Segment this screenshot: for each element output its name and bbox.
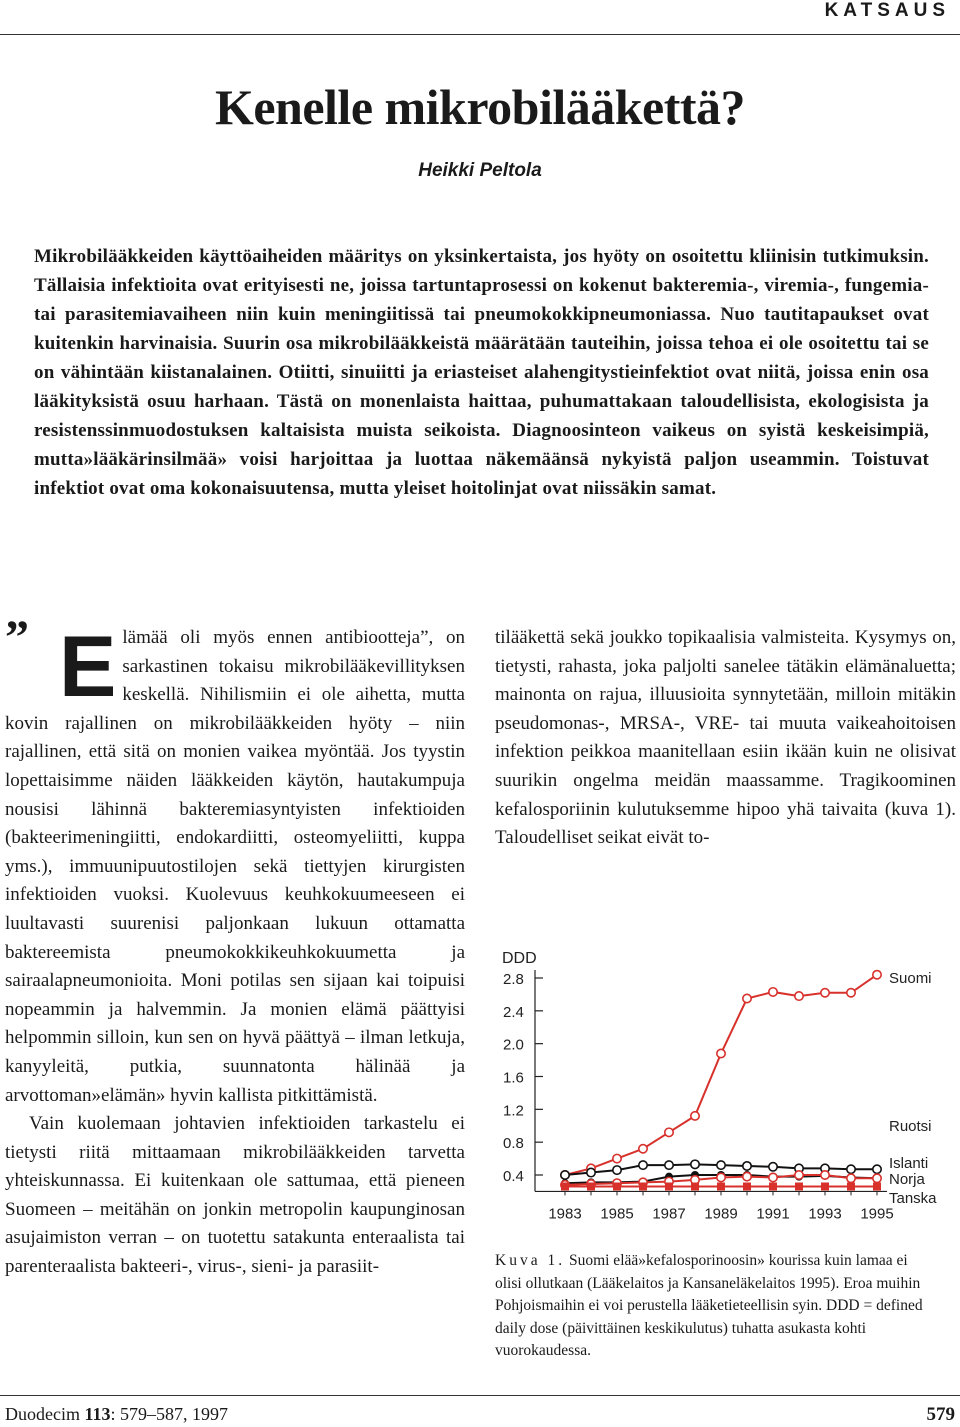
data-point bbox=[769, 1173, 777, 1181]
data-point bbox=[847, 1174, 855, 1182]
data-point bbox=[847, 989, 855, 997]
body-paragraph bbox=[5, 619, 465, 1110]
series-label-tanska: Tanska bbox=[889, 1190, 937, 1207]
data-point bbox=[743, 1172, 751, 1180]
article-abstract: Mikrobilääkkeiden käyttöaiheiden määritys on yksinkertaista, jos hyöty on osoitettu kliinisin tutkimuksin. Tällaisia infektioita ovat erityisesti ne, joissa tartuntaprosessi on kokenut bakteremia-, viremia-, fungemia- tai parasitemiavaiheen niin kuin meningiitissä tai pneumokokkipneumoniassa. Nuo tautitapaukset ovat kuitenkin harvinaisia. Suurin osa mikrobilääkkeistä määrätään tauteihin, joissa tehoa ei ole osoitettu tai se on vähintään kiistanalainen. Otiitti, sinuiitti ja eriasteiset alahengitystieinfektiot ovat niitä, joissa enin osa lääkityksistä osuu harhaan. Tästä on monenlaista haittaa, puhumattakaan taloudellisista, ekologisista ja resistenssinmuodostuksen kaltaisista muista seikoista. Diagnoosinteon vaikeus on syistä keskeisimpiä, mutta»lääkärinsilmää» voisi harjoittaa ja luottaa näkemäänsä nykyistä paljon useammin. Toistuvat infektiot ovat oma kokonaisuutensa, mutta yleiset hoitolinjat ovat niissäkin samat. bbox=[34, 246, 929, 499]
data-point bbox=[769, 1163, 777, 1171]
y-tick-label: 0.4 bbox=[503, 1168, 524, 1185]
series-label-ruotsi: Ruotsi bbox=[889, 1118, 932, 1135]
data-point bbox=[561, 1171, 569, 1179]
data-point bbox=[821, 1171, 829, 1179]
data-point bbox=[717, 1049, 725, 1057]
data-point bbox=[639, 1182, 647, 1190]
header-rule bbox=[0, 34, 960, 35]
data-point bbox=[821, 1182, 829, 1190]
y-tick-label: 2.0 bbox=[503, 1036, 524, 1054]
data-point bbox=[795, 1171, 803, 1179]
journal-volume: 113 bbox=[84, 1404, 111, 1424]
x-tick-label: 1987 bbox=[652, 1205, 686, 1223]
data-point bbox=[847, 1182, 855, 1190]
data-point bbox=[847, 1165, 855, 1173]
body-column-left bbox=[5, 619, 465, 1282]
series-label-islanti: Islanti bbox=[889, 1155, 929, 1172]
x-tick-label: 1989 bbox=[704, 1205, 738, 1223]
data-point bbox=[639, 1145, 647, 1153]
article-author: Heikki Peltola bbox=[418, 160, 542, 181]
body-column-right bbox=[495, 624, 956, 853]
data-point bbox=[665, 1161, 673, 1169]
data-point bbox=[613, 1154, 621, 1162]
x-tick-label: 1983 bbox=[548, 1205, 582, 1223]
x-tick-label: 1995 bbox=[860, 1205, 894, 1223]
data-point bbox=[873, 1174, 881, 1182]
data-point bbox=[873, 971, 881, 979]
data-point bbox=[561, 1182, 569, 1190]
line-chart bbox=[495, 935, 955, 1235]
data-point bbox=[873, 1182, 881, 1190]
data-point bbox=[691, 1182, 699, 1190]
caption-label: Kuva 1. bbox=[495, 1252, 566, 1269]
body-paragraph: Vain kuolemaan johtavien infektioiden tarkastelu ei tietysti riitä mittaamaan mikrobilääkkeiden tarvetta yhteiskunnassa. Ei kuitenkaan ole sattumaa, että pieneen Suomeen – meitähän on jonkin metropolin kaupunginosan asujaimiston verran – on tuotettu satakunta enteraalista tai parenteraalista bakteeri-, virus-, sieni- ja parasiit- bbox=[5, 1113, 465, 1278]
data-point bbox=[821, 989, 829, 997]
data-point bbox=[795, 992, 803, 1000]
data-point bbox=[769, 1182, 777, 1190]
drop-cap: E bbox=[59, 619, 117, 715]
data-point bbox=[769, 988, 777, 996]
y-tick-label: 0.8 bbox=[503, 1135, 524, 1153]
caption-text: Suomi elää»kefalosporinoosin» kourissa kuin lamaa ei olisi ollutkaan (Lääkelaitos ja Kansaneläkelaitos 1995). Eroa muihin Pohjoismaihin ei voi perustella lääketieteellisin syin. DDD = defined daily dose (päivittäinen keskikulutus) tuhatta asukasta kohti vuorokaudessa. bbox=[495, 1252, 923, 1360]
figure-chart bbox=[495, 935, 955, 1235]
x-tick-label: 1991 bbox=[756, 1205, 790, 1223]
journal-pages: : 579–587, 1997 bbox=[110, 1404, 229, 1424]
data-point bbox=[691, 1160, 699, 1168]
page-number: 579 bbox=[926, 1404, 955, 1425]
y-tick-label: 2.8 bbox=[503, 971, 524, 988]
series-label-norja: Norja bbox=[889, 1171, 925, 1188]
data-point bbox=[665, 1182, 673, 1190]
data-point bbox=[639, 1161, 647, 1169]
body-paragraph: tilääkettä sekä joukko topikaalisia valmisteita. Kysymys on, tietysti, rahasta, joka paljolti sanelee tätäkin elämänaluetta; mainonta on rajua, illuusioita synnytetään, milloin mitäkin pseudomonas-, MRSA-, VRE- tai muuta vaikeahoitoisen infektion peikkoa maanitellaan esiin ikään kuin ne olisivat suurikin ongelma meidän maassamme. Tragikoominen kefalosporiinin kulutuksemme hipoo yhä taivaita (kuva 1). Taloudelliset seikat eivät to- bbox=[495, 627, 956, 849]
data-point bbox=[665, 1128, 673, 1136]
data-point bbox=[717, 1161, 725, 1169]
pull-quote-mark: ” bbox=[5, 611, 29, 664]
footer-citation bbox=[5, 1404, 228, 1425]
journal-name: Duodecim bbox=[5, 1404, 80, 1424]
data-point bbox=[743, 994, 751, 1002]
data-point bbox=[873, 1165, 881, 1173]
y-tick-label: 2.4 bbox=[503, 1003, 524, 1021]
y-tick-label: 1.2 bbox=[503, 1102, 524, 1120]
y-axis-label: DDD bbox=[502, 950, 537, 967]
data-point bbox=[795, 1182, 803, 1190]
series-label-suomi: Suomi bbox=[889, 970, 932, 987]
footer-rule bbox=[0, 1395, 960, 1396]
data-point bbox=[743, 1182, 751, 1190]
article-title: Kenelle mikrobilääkettä? bbox=[214, 79, 746, 135]
section-label: KATSAUS bbox=[824, 0, 950, 21]
series-line-suomi bbox=[565, 975, 877, 1175]
data-point bbox=[613, 1166, 621, 1174]
body-text: lämää oli myös ennen antibiootteja”, on sarkastinen tokaisu mikrobilääkevillityksen keskellä. Nihilismiin ei ole aihetta, mutta kovin rajallinen on mikrobilääkkeiden hyöty – niin rajallinen, että sitä on monien vaikea myöntää. Jos tyystin lopettaisimme näiden lääkkeiden käytön, hautakumpuja nousisi lähinnä bakteremiasyntyisten infektioiden (bakteerimeningiitti, endokardiitti, osteomyeliitti, kuppa yms.), immuunipuutostilojen sekä tiettyjen kirurgisten infektioiden vuoksi. Kuolevuus keuhkokuumeeseen ei luultavasti suurenisi paljonkaan lukuun ottamatta baktereemista pneumokokkikeuhkokuumetta ja sairaalapneumonioita. Moni potilas sen sijaan kai toipuisi nopeammin ja halvemmin. Ja monien elämä päättyisi helpommin silloin, kun sen on hyvä päättyä – ilman letkuja, kanyyleitä, putkia, suunnatonta hälinää ja arvottoman»elämän» hyvin kallista pitkittämistä. bbox=[5, 627, 465, 1106]
data-point bbox=[587, 1168, 595, 1176]
figure-caption bbox=[495, 1250, 930, 1363]
y-tick-label: 1.6 bbox=[503, 1069, 524, 1087]
x-tick-label: 1993 bbox=[808, 1205, 842, 1223]
x-tick-label: 1985 bbox=[600, 1205, 634, 1223]
data-point bbox=[717, 1173, 725, 1181]
data-point bbox=[717, 1182, 725, 1190]
data-point bbox=[743, 1162, 751, 1170]
data-point bbox=[613, 1182, 621, 1190]
data-point bbox=[587, 1182, 595, 1190]
data-point bbox=[691, 1112, 699, 1120]
